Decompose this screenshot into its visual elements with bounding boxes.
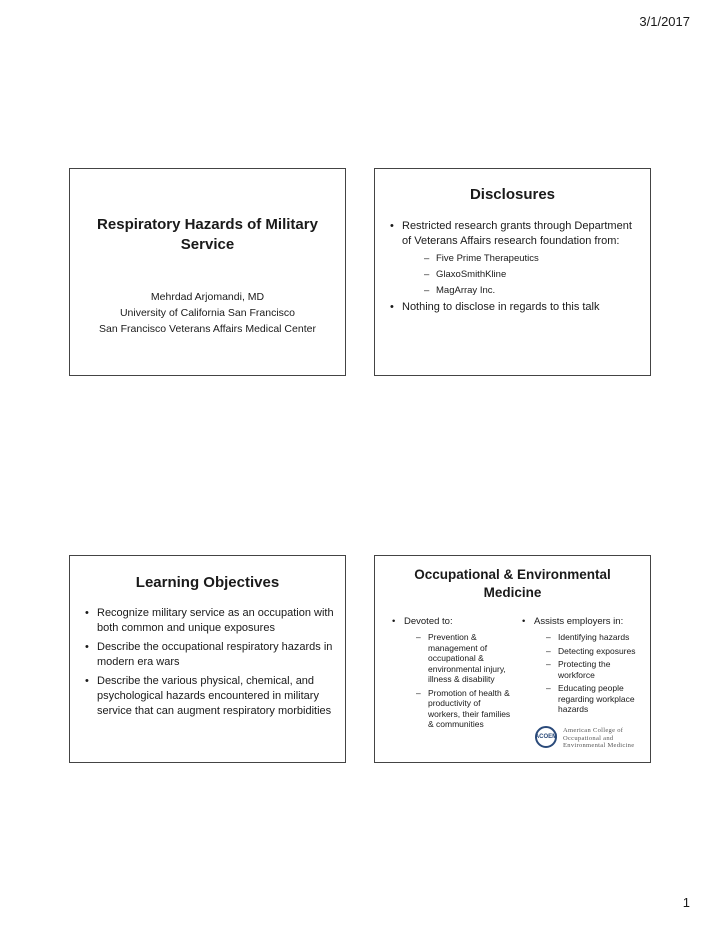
logo-line: American College of xyxy=(563,727,624,734)
author-name: Mehrdad Arjomandi, MD xyxy=(150,291,265,303)
assists-employers-column xyxy=(519,616,647,718)
slide-oem xyxy=(374,555,651,763)
list-item: – Protecting the workforce xyxy=(546,659,647,680)
list-item: • Nothing to disclose in regards to this talk xyxy=(387,300,644,315)
list-item xyxy=(387,219,644,297)
list-item: – GlaxoSmithKline xyxy=(424,268,644,281)
slide-disclosures xyxy=(374,168,651,376)
slide-title-heading: Respiratory Hazards of Military Service xyxy=(97,216,318,253)
list-item: • Recognize military service as an occupation with both common and unique exposures xyxy=(82,606,337,636)
list-item: – Educating people regarding workplace hazards xyxy=(546,683,647,715)
list-item: – MagArray Inc. xyxy=(424,284,644,297)
list-item xyxy=(519,616,647,715)
bullet-text: Restricted research grants through Department of Veterans Affairs research foundation from: xyxy=(402,220,632,247)
devoted-to-list xyxy=(404,632,514,730)
slide-title xyxy=(69,168,346,376)
list-item: • Describe the various physical, chemical, and psychological hazards encountered in military service that can augment respiratory morbidities xyxy=(82,674,337,719)
disclosures-list xyxy=(387,219,644,317)
slide-learning-objectives xyxy=(69,555,346,763)
page-date: 3/1/2017 xyxy=(639,14,690,29)
author-affiliation-1: University of California San Francisco xyxy=(119,307,296,319)
list-item: – Promotion of health & productivity of workers, their families & communities xyxy=(416,688,514,730)
list-item xyxy=(389,616,514,730)
acoem-seal-icon: ACOEM xyxy=(535,726,557,748)
author-block xyxy=(74,289,341,337)
objectives-title: Learning Objectives xyxy=(135,574,280,591)
column-heading: Devoted to: xyxy=(404,616,453,627)
assists-employers-list xyxy=(534,632,647,715)
acoem-logo xyxy=(535,726,645,760)
list-item: – Detecting exposures xyxy=(546,646,647,657)
list-item: – Identifying hazards xyxy=(546,632,647,643)
list-item: • Describe the occupational respiratory hazards in modern era wars xyxy=(82,640,337,670)
oem-title: Occupational & Environmental Medicine xyxy=(414,567,611,600)
author-affiliation-2: San Francisco Veterans Affairs Medical Center xyxy=(99,323,316,335)
column-heading: Assists employers in: xyxy=(534,616,624,627)
list-item: – Five Prime Therapeutics xyxy=(424,252,644,265)
disclosures-title: Disclosures xyxy=(469,186,556,203)
list-item: – Prevention & management of occupational & environmental injury, illness & disability xyxy=(416,632,514,685)
sponsor-list xyxy=(402,252,644,297)
devoted-to-column xyxy=(389,616,514,733)
acoem-logo-text xyxy=(563,727,634,750)
logo-line: Occupational and xyxy=(563,734,614,742)
objectives-list xyxy=(82,606,337,723)
logo-line: Environmental Medicine xyxy=(563,742,635,749)
page-number: 1 xyxy=(682,895,690,910)
